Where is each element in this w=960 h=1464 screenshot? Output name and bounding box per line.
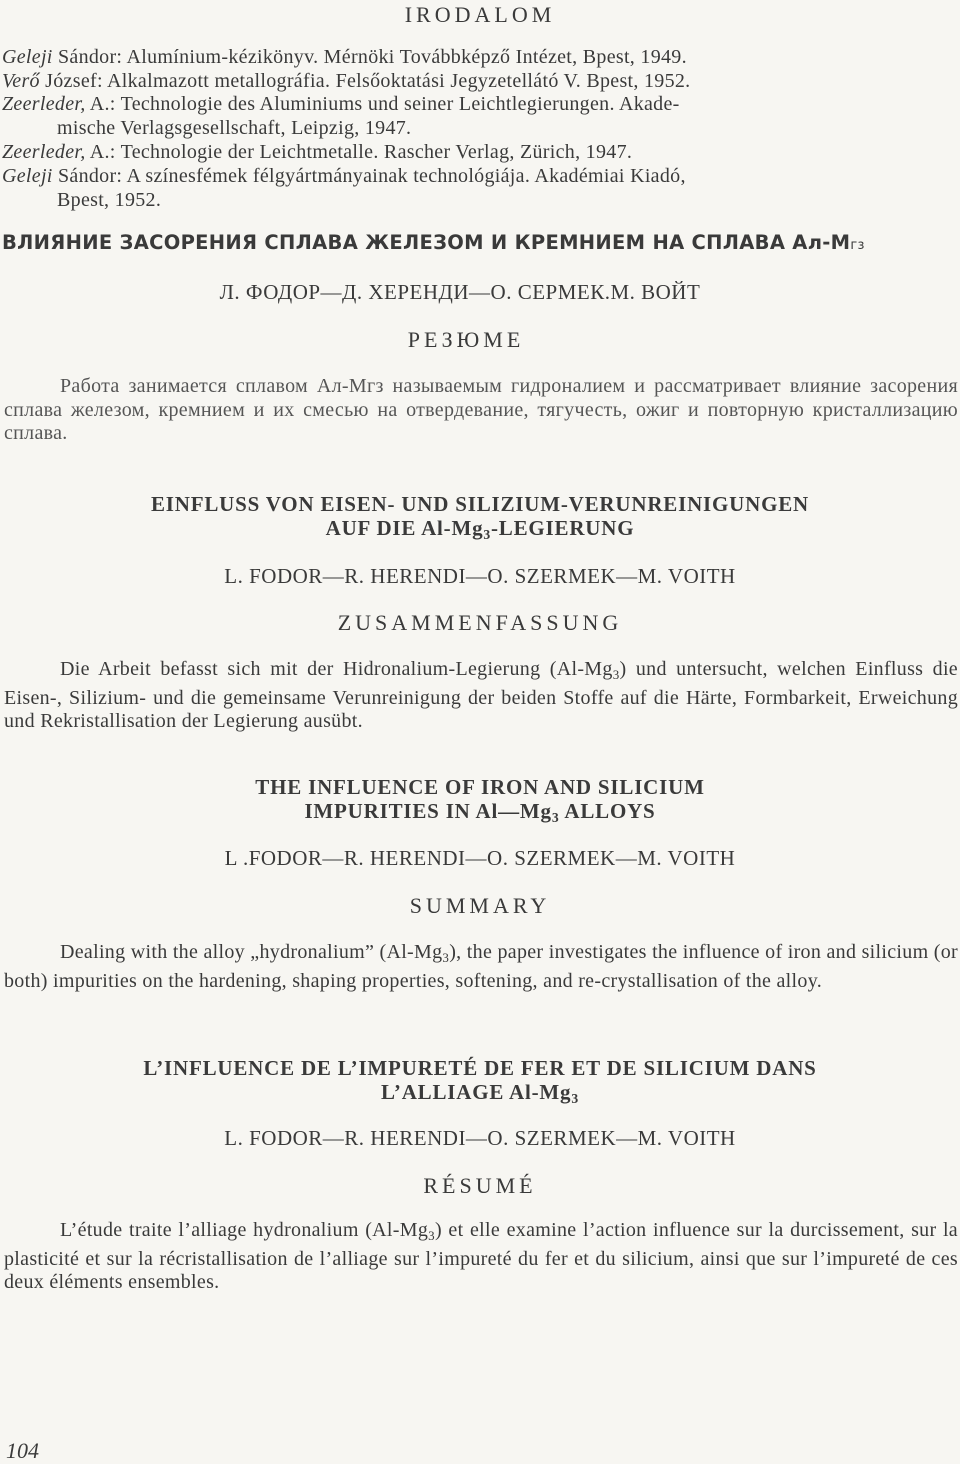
reference-author: Geleji [2, 165, 53, 187]
reference-text-continued: mische Verlagsgesellschaft, Leipzig, 1947. [57, 116, 412, 139]
russian-title [2, 231, 958, 254]
reference-item [2, 141, 958, 165]
english-title [0, 775, 960, 830]
english-abstract-text-end: ), the paper investigates the influence of iron and silicium (or both) impurities on the hardening, shaping properties, softening, and re-crystallisation of the alloy. [4, 941, 958, 992]
french-title-line1: L’INFLUENCE DE L’IMPURETÉ DE FER ET DE SILICIUM DANS [143, 1056, 817, 1080]
reference-item [2, 93, 958, 140]
german-abstract-subscript: 3 [612, 667, 620, 682]
french-title-text: L’ALLIAGE Al-Mg [381, 1080, 572, 1104]
french-title-subscript: 3 [571, 1091, 579, 1106]
reference-text: József: Alkalmazott metallográfia. Felsőoktatási Jegyzetellátó V. Bpest, 1952. [39, 70, 691, 92]
german-title [0, 492, 960, 547]
reference-item [2, 46, 958, 70]
german-authors: L. FODOR—R. HERENDI—O. SZERMEK—M. VOITH [224, 564, 736, 588]
german-abstract-text-end: ) und untersucht, welchen Einfluss die Eisen-, Silizium- und die gemeinsame Verunreinigung der beiden Stoffe auf die Härte, Formbarkeit, Erweichung und Rekristallisation der Legierung ausübt. [4, 658, 958, 732]
french-summary-heading: RÉSUMÉ [423, 1173, 537, 1198]
german-abstract [4, 658, 958, 734]
reference-item [2, 70, 958, 94]
russian-abstract: Работа занимается сплавом Ал-Мгз называемым гидроналием и рассматривает влияние засорения сплава железом, кремнием и их смесью на отвердевание, тягучесть, ожиг и повторную кристаллизацию сплава. [4, 375, 958, 444]
reference-text: Sándor: Alumínium-kézikönyv. Mérnöki Továbbképző Intézet, Bpest, 1949. [52, 46, 687, 68]
english-authors: L .FODOR—R. HERENDI—O. SZERMEK—M. VOITH [224, 846, 736, 870]
english-abstract-text: Dealing with the alloy „hydronalium” (Al-Mg [60, 941, 443, 963]
reference-text: A.: Technologie des Aluminiums und seiner Leichtlegierungen. Akade- [85, 93, 680, 115]
english-abstract [4, 941, 958, 993]
reference-text: A.: Technologie der Leichtmetalle. Rascher Verlag, Zürich, 1947. [85, 141, 633, 163]
german-title-text: AUF DIE Al-Mg [325, 516, 484, 540]
english-title-text: IMPURITIES IN Al—Mg [304, 799, 552, 823]
french-abstract-text-end: ) et elle examine l’action influence sur la durcissement, sur la plasticité et sur la récristallisation de l’alliage sur l’impureté du fer et du silicium, ainsi que sur l’impureté de ces deux éléments ensembles. [4, 1219, 958, 1293]
german-title-line1: EINFLUSS VON EISEN- UND SILIZIUM-VERUNREINIGUNGEN [150, 492, 809, 516]
reference-author: Zeerleder, [2, 93, 86, 115]
reference-author: Zeerleder, [2, 141, 86, 163]
page-number: 104 [6, 1438, 39, 1463]
german-abstract-text: Die Arbeit befasst sich mit der Hidronalium-Legierung (Al-Mg [60, 658, 613, 680]
russian-authors: Л. ФОДОР—Д. ХЕРЕНДИ—О. СЕРМЕК.М. ВОЙТ [219, 280, 701, 304]
reference-item [2, 165, 958, 212]
french-title [0, 1056, 960, 1111]
reference-text: Sándor: A színesfémek félgyártmányainak technológiája. Akadémiai Kiadó, [52, 165, 686, 187]
german-title-line2 [0, 516, 960, 547]
english-title-line1: THE INFLUENCE OF IRON AND SILICIUM [255, 775, 705, 799]
french-abstract-subscript: 3 [428, 1228, 435, 1243]
german-summary-heading: ZUSAMMENFASSUNG [337, 610, 623, 635]
french-authors: L. FODOR—R. HERENDI—O. SZERMEK—M. VOITH [224, 1126, 736, 1150]
english-abstract-subscript: 3 [442, 950, 450, 965]
french-abstract-text: L’étude traite l’alliage hydronalium (Al-Mg [60, 1219, 429, 1241]
bibliography-heading: IRODALOM [404, 2, 556, 27]
german-title-text-end: -LEGIERUNG [491, 516, 635, 540]
reference-author: Verő [2, 70, 40, 92]
russian-title-main: ВЛИЯНИЕ ЗАСОРЕНИЯ СПЛАВА ЖЕЛЕЗОМ И КРЕМНИЕМ НА СПЛАВА Ал-М [2, 231, 851, 254]
reference-text-continued: Bpest, 1952. [57, 188, 162, 211]
german-title-subscript: 3 [483, 527, 492, 542]
french-abstract [4, 1219, 958, 1295]
english-title-subscript: 3 [551, 810, 560, 825]
reference-author: Geleji [2, 46, 53, 68]
english-title-text-end: ALLOYS [559, 799, 656, 823]
russian-title-subscript: гз [850, 238, 865, 253]
russian-summary-heading: РЕЗЮМЕ [407, 327, 525, 352]
english-summary-heading: SUMMARY [409, 893, 551, 918]
english-title-line2 [0, 799, 960, 830]
french-title-line2 [0, 1080, 960, 1111]
